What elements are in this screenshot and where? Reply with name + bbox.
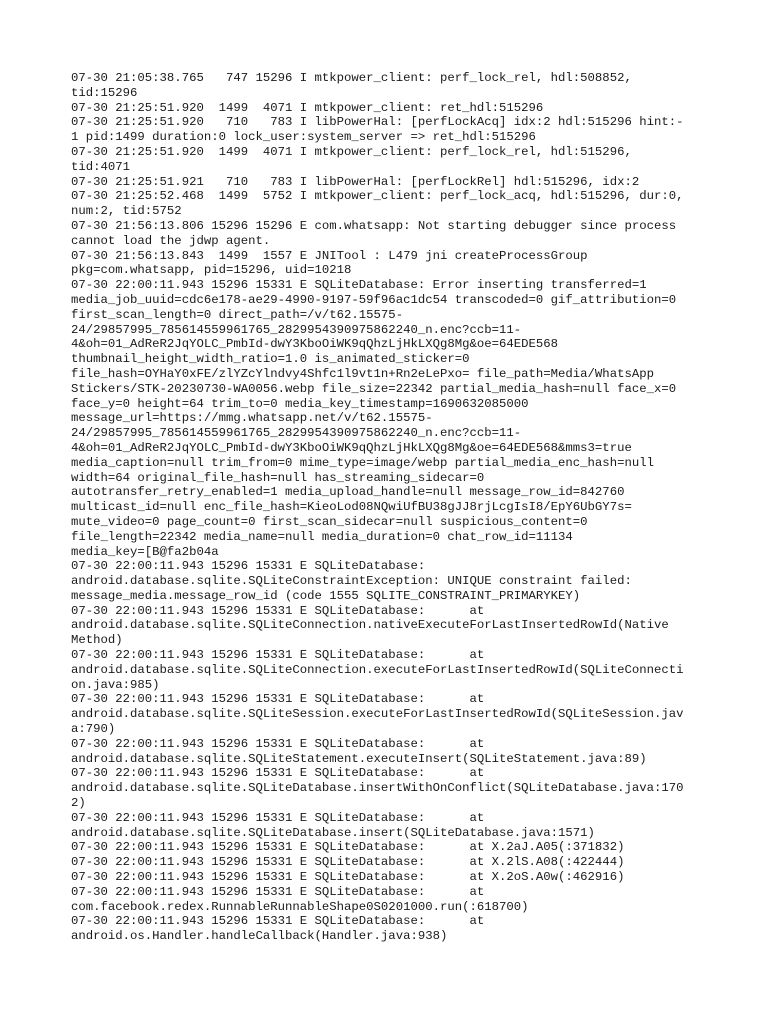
log-line: android.database.sqlite.SQLiteConstraintException: UNIQUE constraint failed:	[71, 574, 632, 589]
log-line: num:2, tid:5752	[71, 204, 182, 219]
log-line: pkg=com.whatsapp, pid=15296, uid=10218	[71, 263, 352, 278]
log-line: 07-30 21:25:51.920 1499 4071 I mtkpower_client: ret_hdl:515296	[71, 100, 544, 115]
log-line: 07-30 22:00:11.943 15296 15331 E SQLiteDatabase: at	[71, 736, 485, 751]
log-line: thumbnail_height_width_ratio=1.0 is_animated_sticker=0	[71, 352, 470, 367]
log-line: cannot load the jdwp agent.	[71, 233, 271, 248]
log-line: 07-30 22:00:11.943 15296 15331 E SQLiteDatabase: at X.2lS.A08(:422444)	[71, 855, 625, 870]
log-line: 07-30 21:25:51.920 710 783 I libPowerHal: [perfLockAcq] idx:2 hdl:515296 hint:-	[71, 115, 684, 130]
log-line: 1 pid:1499 duration:0 lock_user:system_server => ret_hdl:515296	[71, 130, 536, 145]
log-line: width=64 original_file_hash=null has_streaming_sidecar=0	[71, 470, 485, 485]
log-line: 07-30 21:25:51.920 1499 4071 I mtkpower_client: perf_lock_rel, hdl:515296,	[71, 144, 632, 159]
log-line: tid:4071	[71, 159, 131, 174]
log-line: file_length=22342 media_name=null media_duration=0 chat_row_id=11134	[71, 529, 573, 544]
log-line: 07-30 21:05:38.765 747 15296 I mtkpower_client: perf_lock_rel, hdl:508852,	[71, 71, 632, 85]
log-line: 07-30 22:00:11.943 15296 15331 E SQLiteDatabase: at	[71, 914, 485, 929]
log-line: 4&oh=01_AdReR2JqYOLC_PmbId-dwY3KboOiWK9qQhzLjHkLXQg8Mg&oe=64EDE568&mms3=true	[71, 440, 632, 455]
log-line: 07-30 22:00:11.943 15296 15331 E SQLiteDatabase:	[71, 559, 426, 574]
log-line: 07-30 22:00:11.943 15296 15331 E SQLiteDatabase: at	[71, 648, 485, 663]
log-line: Method)	[71, 633, 123, 648]
log-line: first_scan_length=0 direct_path=/v/t62.15575-	[71, 307, 404, 322]
log-line: 07-30 22:00:11.943 15296 15331 E SQLiteDatabase: at X.2oS.A0w(:462916)	[71, 870, 625, 885]
log-line: message_url=https://mmg.whatsapp.net/v/t62.15575-	[71, 411, 433, 426]
log-line: android.database.sqlite.SQLiteDatabase.insertWithOnConflict(SQLiteDatabase.java:170	[71, 781, 684, 796]
log-line: 07-30 22:00:11.943 15296 15331 E SQLiteDatabase: at	[71, 810, 485, 825]
log-line: 24/29857995_785614559961765_2829954390975862240_n.enc?ccb=11-	[71, 322, 522, 337]
log-line: 07-30 22:00:11.943 15296 15331 E SQLiteDatabase: Error inserting transferred=1	[71, 278, 647, 293]
log-line: on.java:985)	[71, 677, 160, 692]
log-line: mute_video=0 page_count=0 first_scan_sidecar=null suspicious_content=0	[71, 514, 588, 529]
log-line: message_media.message_row_id (code 1555 SQLITE_CONSTRAINT_PRIMARYKEY)	[71, 588, 581, 603]
log-line: 07-30 22:00:11.943 15296 15331 E SQLiteDatabase: at	[71, 884, 485, 899]
log-line: com.facebook.redex.RunnableRunnableShape0S0201000.run(:618700)	[71, 899, 529, 914]
log-line: 07-30 22:00:11.943 15296 15331 E SQLiteDatabase: at X.2aJ.A05(:371832)	[71, 840, 625, 855]
log-line: 24/29857995_785614559961765_2829954390975862240_n.enc?ccb=11-	[71, 426, 522, 441]
log-line: 07-30 22:00:11.943 15296 15331 E SQLiteDatabase: at	[71, 692, 485, 707]
log-line: android.database.sqlite.SQLiteDatabase.insert(SQLiteDatabase.java:1571)	[71, 825, 595, 840]
log-line: android.database.sqlite.SQLiteConnection.nativeExecuteForLastInsertedRowId(Native	[71, 618, 669, 633]
log-line: android.database.sqlite.SQLiteStatement.executeInsert(SQLiteStatement.java:89)	[71, 751, 647, 766]
log-line: 4&oh=01_AdReR2JqYOLC_PmbId-dwY3KboOiWK9qQhzLjHkLXQg8Mg&oe=64EDE568	[71, 337, 559, 352]
log-line: a:790)	[71, 722, 116, 737]
log-line: 07-30 22:00:11.943 15296 15331 E SQLiteDatabase: at	[71, 603, 485, 618]
log-line: android.database.sqlite.SQLiteSession.executeForLastInsertedRowId(SQLiteSession.jav	[71, 707, 684, 722]
log-line: 07-30 21:56:13.806 15296 15296 E com.whatsapp: Not starting debugger since process	[71, 218, 677, 233]
log-line: 07-30 21:25:51.921 710 783 I libPowerHal: [perfLockRel] hdl:515296, idx:2	[71, 174, 640, 189]
log-line: face_y=0 height=64 trim_to=0 media_key_timestamp=1690632085000	[71, 396, 529, 411]
log-line: media_key=[B@fa2b04a	[71, 544, 219, 559]
log-line: 07-30 22:00:11.943 15296 15331 E SQLiteDatabase: at	[71, 766, 485, 781]
log-line: file_hash=OYHaY0xFE/zlYZcYlndvy4Shfc1l9vt1n+Rn2eLePxo= file_path=Media/WhatsApp	[71, 366, 654, 381]
log-line: multicast_id=null enc_file_hash=KieoLod08NQwiUfBU38gJJ8rjLcgIsI8/EpY6UbGY7s=	[71, 500, 632, 515]
log-line: tid:15296	[71, 85, 138, 100]
log-text	[71, 71, 711, 944]
log-line: android.os.Handler.handleCallback(Handler.java:938)	[71, 929, 448, 944]
log-line: 07-30 21:25:52.468 1499 5752 I mtkpower_client: perf_lock_acq, hdl:515296, dur:0,	[71, 189, 684, 204]
log-line: 07-30 21:56:13.843 1499 1557 E JNITool : L479 jni createProcessGroup	[71, 248, 588, 263]
log-line: autotransfer_retry_enabled=1 media_upload_handle=null message_row_id=842760	[71, 485, 625, 500]
log-line: android.database.sqlite.SQLiteConnection.executeForLastInsertedRowId(SQLiteConnecti	[71, 662, 684, 677]
log-line: Stickers/STK-20230730-WA0056.webp file_size=22342 partial_media_hash=null face_x=0	[71, 381, 677, 396]
log-line: media_job_uuid=cdc6e178-ae29-4990-9197-59f96ac1dc54 transcoded=0 gif_attribution=0	[71, 292, 677, 307]
log-line: media_caption=null trim_from=0 mime_type=image/webp partial_media_enc_hash=null	[71, 455, 654, 470]
log-line: 2)	[71, 796, 86, 811]
